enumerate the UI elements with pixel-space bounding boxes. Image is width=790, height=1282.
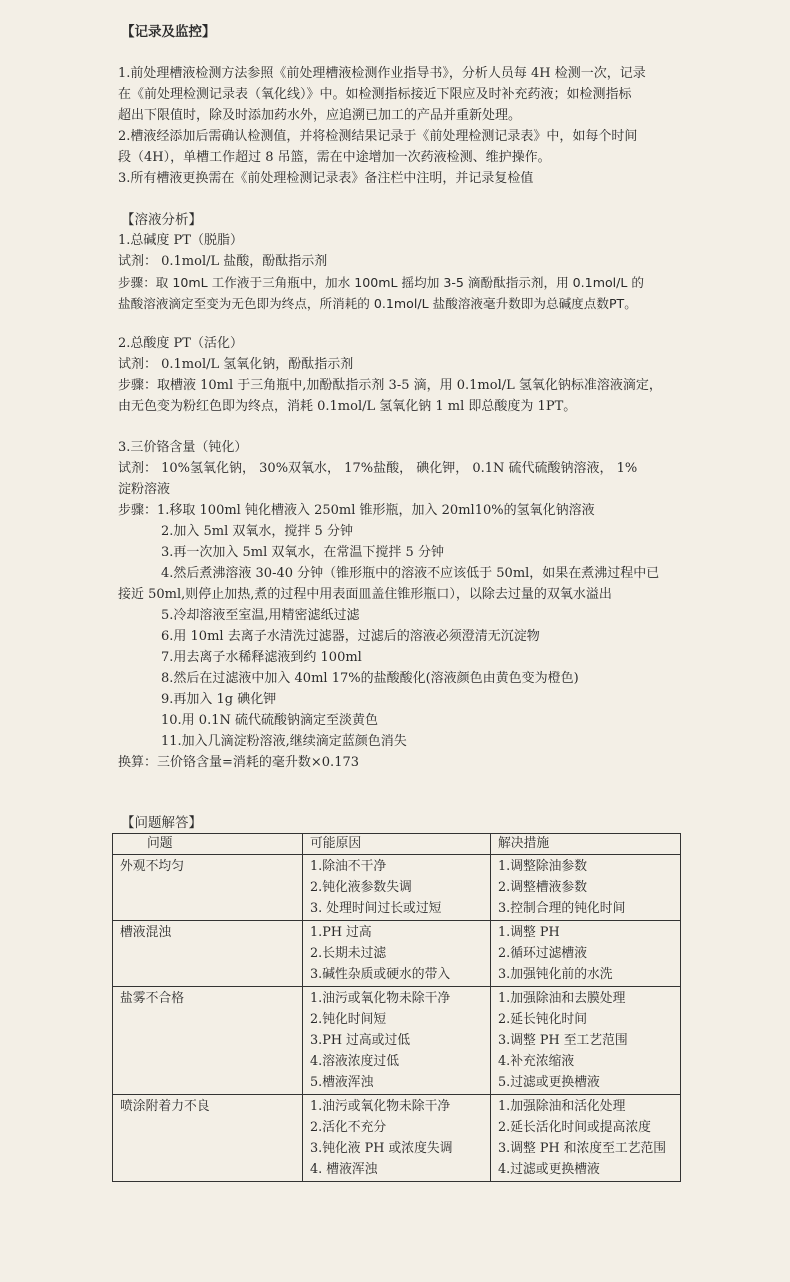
cell-text: 盐雾不合格 xyxy=(120,991,184,1006)
cell-text: 3.PH 过高或过低 xyxy=(310,1033,411,1048)
cell-text: 3.调整 PH 至工艺范围 xyxy=(498,1033,628,1048)
problem-cell xyxy=(113,1095,303,1182)
causes-cell xyxy=(303,987,491,1095)
qa-header-row xyxy=(113,834,681,855)
cell-text: 4.补充浓缩液 xyxy=(498,1054,575,1069)
qa-table xyxy=(112,833,681,1182)
step-line: 2.加入 5ml 双氧水，搅拌 5 分钟 xyxy=(161,524,353,539)
cell-text: 喷涂附着力不良 xyxy=(120,1099,210,1114)
step-line: 10.用 0.1N 硫代硫酸钠滴定至淡黄色 xyxy=(161,713,378,728)
text-line: 1.前处理槽液检测方法参照《前处理槽液检测作业指导书》，分析人员每 4H 检测一次，记录 xyxy=(118,66,646,81)
cell-text: 3.调整 PH 和浓度至工艺范围 xyxy=(498,1141,667,1156)
text-line: 2.槽液经添加后需确认检测值，并将检测结果记录于《前处理检测记录表》中，如每个时间 xyxy=(118,129,638,144)
text-line: 3.所有槽液更换需在《前处理检测记录表》备注栏中注明，并记录复检值 xyxy=(118,171,534,186)
cell-text: 槽液混浊 xyxy=(120,925,172,940)
formula-line: 换算：三价铬含量=消耗的毫升数×0.173 xyxy=(118,755,360,770)
step-line: 3.再一次加入 5ml 双氧水，在常温下搅拌 5 分钟 xyxy=(161,545,444,560)
cell-text: 3.加强钝化前的水洗 xyxy=(498,967,613,982)
table-row xyxy=(113,987,681,1095)
header-causes: 可能原因 xyxy=(303,834,491,855)
problem-cell xyxy=(113,921,303,987)
cell-text: 4. 槽液浑浊 xyxy=(310,1162,378,1177)
problem-cell xyxy=(113,855,303,921)
causes-cell xyxy=(303,1095,491,1182)
analysis-total-acidity xyxy=(118,333,678,417)
cell-text: 2.调整槽液参数 xyxy=(498,880,587,895)
cell-text: 1.调整 PH xyxy=(498,925,560,940)
table-row xyxy=(113,1095,681,1182)
solutions-cell xyxy=(491,987,681,1095)
cell-text: 3.控制合理的钝化时间 xyxy=(498,901,626,916)
step-line: 6.用 10ml 去离子水清洗过滤器，过滤后的溶液必须澄清无沉淀物 xyxy=(161,629,540,644)
record-section-title: 【记录及监控】 xyxy=(121,24,216,40)
header-solutions: 解决措施 xyxy=(491,834,681,855)
text-line: 步骤：取 10mL 工作液于三角瓶中，加水 100mL 摇均加 3-5 滴酚酞指示剂，用 0.1mol/L 的 xyxy=(118,275,645,290)
text-line: 步骤：取槽液 10ml 于三角瓶中,加酚酞指示剂 3-5 滴，用 0.1mol/L 氢氧化钠标准溶液滴定， xyxy=(118,378,662,393)
text-line: 3.三价铬含量（钝化） xyxy=(118,440,248,455)
qa-section-title: 【问题解答】 xyxy=(121,815,202,831)
text-line: 在《前处理检测记录表（氧化线）》中。如检测指标接近下限应及时补充药液；如检测指标 xyxy=(118,87,632,102)
step-line: 11.加入几滴淀粉溶液,继续滴定蓝颜色消失 xyxy=(161,734,407,749)
text-line: 步骤：1.移取 100ml 钝化槽液入 250ml 锥形瓶，加入 20ml10%的氢氧化钠溶液 xyxy=(118,503,595,518)
table-row xyxy=(113,921,681,987)
cell-text: 3.钝化液 PH 或浓度失调 xyxy=(310,1141,453,1156)
cell-text: 4.过滤或更换槽液 xyxy=(498,1162,600,1177)
cell-text: 2.延长活化时间或提高浓度 xyxy=(498,1120,651,1135)
cell-text: 外观不均匀 xyxy=(120,859,184,874)
cell-text: 5.过滤或更换槽液 xyxy=(498,1075,600,1090)
step-line: 9.再加入 1g 碘化钾 xyxy=(161,692,277,707)
cell-text: 2.活化不充分 xyxy=(310,1120,387,1135)
text-line: 1.总碱度 PT（脱脂） xyxy=(118,233,243,248)
cell-text: 4.溶液浓度过低 xyxy=(310,1054,399,1069)
text-line: 段（4H），单槽工作超过 8 吊篮，需在中途增加一次药液检测、维护操作。 xyxy=(118,150,551,165)
step-line: 7.用去离子水稀释滤液到约 100ml xyxy=(161,650,362,665)
text-line: 由无色变为粉红色即为终点，消耗 0.1mol/L 氢氧化钠 1 ml 即总酸度为 1PT。 xyxy=(118,399,577,414)
analysis-section-title: 【溶液分析】 xyxy=(121,212,202,228)
cell-text: 5.槽液浑浊 xyxy=(310,1075,374,1090)
text-line: 试剂： 0.1mol/L 盐酸，酚酞指示剂 xyxy=(118,254,328,269)
cell-text: 1.油污或氧化物未除干净 xyxy=(310,991,451,1006)
record-body xyxy=(118,63,678,189)
causes-cell xyxy=(303,921,491,987)
cell-text: 2.长期未过滤 xyxy=(310,946,387,961)
text-line: 盐酸溶液滴定至变为无色即为终点，所消耗的 0.1mol/L 盐酸溶液毫升数即为总碱度点数PT。 xyxy=(118,296,637,311)
step-continuation: 接近 50ml,则停止加热,煮的过程中用表面皿盖住锥形瓶口），以除去过量的双氧水溢出 xyxy=(118,587,612,602)
problem-cell xyxy=(113,987,303,1095)
text-line: 淀粉溶液 xyxy=(118,482,171,497)
cell-text: 1.除油不干净 xyxy=(310,859,387,874)
solutions-cell xyxy=(491,1095,681,1182)
cell-text: 1.调整除油参数 xyxy=(498,859,587,874)
text-line: 试剂： 0.1mol/L 氢氧化钠，酚酞指示剂 xyxy=(118,357,354,372)
step-line: 5.冷却溶液至室温,用精密滤纸过滤 xyxy=(161,608,360,623)
cell-text: 2.循环过滤槽液 xyxy=(498,946,587,961)
cell-text: 2.延长钝化时间 xyxy=(498,1012,587,1027)
step-line: 4.然后煮沸溶液 30-40 分钟（锥形瓶中的溶液不应该低于 50ml，如果在煮沸过程中已 xyxy=(161,566,660,581)
header-problem: 问题 xyxy=(113,834,303,855)
analysis-trivalent-chromium xyxy=(118,437,678,773)
cell-text: 1.油污或氧化物未除干净 xyxy=(310,1099,451,1114)
cell-text: 1.PH 过高 xyxy=(310,925,372,940)
cell-text: 2.钝化时间短 xyxy=(310,1012,387,1027)
analysis-total-alkalinity xyxy=(118,230,678,314)
cell-text: 1.加强除油和活化处理 xyxy=(498,1099,626,1114)
cell-text: 3.碱性杂质或硬水的带入 xyxy=(310,967,451,982)
causes-cell xyxy=(303,855,491,921)
cell-text: 2.钝化液参数失调 xyxy=(310,880,412,895)
cell-text: 3. 处理时间过长或过短 xyxy=(310,901,442,916)
step-line: 8.然后在过滤液中加入 40ml 17%的盐酸酸化(溶液颜色由黄色变为橙色) xyxy=(161,671,579,686)
cell-text: 1.加强除油和去膜处理 xyxy=(498,991,626,1006)
text-line: 超出下限值时，除及时添加药水外，应追溯已加工的产品并重新处理。 xyxy=(118,108,522,123)
text-line: 试剂： 10%氢氧化钠， 30%双氧水， 17%盐酸， 碘化钾， 0.1N 硫代硫酸钠溶液， 1% xyxy=(118,461,638,476)
solutions-cell xyxy=(491,921,681,987)
table-row xyxy=(113,855,681,921)
text-line: 2.总酸度 PT（活化） xyxy=(118,336,243,351)
solutions-cell xyxy=(491,855,681,921)
